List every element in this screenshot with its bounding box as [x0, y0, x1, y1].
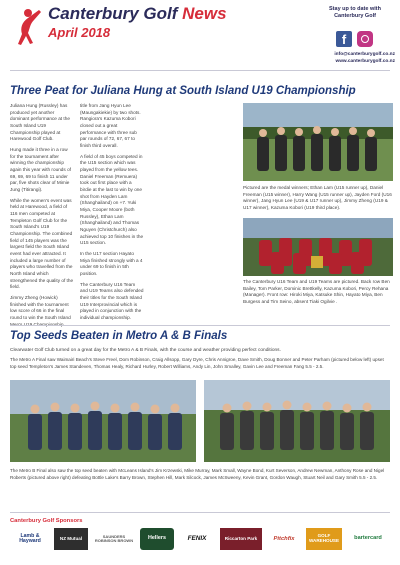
- sponsor-logo-pitchfix[interactable]: Pitchfix: [273, 535, 295, 542]
- sponsor-logo-saunders-robinson-brown[interactable]: SAUNDERS ROBINSON BROWN: [94, 533, 134, 543]
- instagram-icon[interactable]: [357, 31, 373, 47]
- article1-headline: Three Peat for Juliana Hung at South Island U19 Championship: [10, 85, 356, 97]
- header-divider: [10, 70, 390, 71]
- masthead-brand: Canterbury Golf: [48, 4, 178, 23]
- sponsor-logo-bartercard[interactable]: bartercard: [354, 535, 382, 542]
- article2-paragraph: The Metro A Final saw Waimairi Beach's Steve Freel, Dom Robinson, Craig Allsopp, Gary Dyre, Chris Annigroe, Dave Smith, Doug Bonner and Peter Parham (pictured below left) upset top seed Templeton's James Standeven, Thomas Healy, Richard Hurley, Robert Williams, Andy Lin, John Smalley, Gavin Lee and Freeman Fang 5.5 - 2.5.: [10, 357, 384, 369]
- article1-paragraph: Jimmy Zheng (Howick) finished with the tournament low score of 66 in the final round to win the South Island: [10, 295, 71, 321]
- article1-paragraph: A field of 45 boys competed in the U15 section which was played from the yellow tees. Daniel Freeman (Remuera) took out first place with a birdie at the last to win by one shot from Hayden Lam (Shanghailand) on +7. Yuki Miya, Cooper Moore (both Russley), Ethan Lam (Shanghailand) and Thomas Nguyen (Christchurch) also achieved top 10 finishes in the U15 section.: [80, 153, 144, 246]
- section-divider: [10, 325, 390, 326]
- sponsor-logo-golf-warehouse[interactable]: GOLF WAREHOUSE: [306, 528, 342, 550]
- team-caption: The Canterbury U16 Team and U19 Teams are pictured. Back row Ben Bailey, Tom Parker, Dominic Brettkelly, Kazuma Kobori, Percy Rehana (Manager). Front row: Hiroki Miya, Katsuke Shin, Hayato Miya, Ben Burgess and Tim Seino, absent Tiaki Ogilvie .: [243, 279, 390, 305]
- stay-up-to-date: Stay up to date with Canterbury Golf: [329, 6, 381, 20]
- sponsors-divider: [10, 512, 390, 513]
- article2-headline: Top Seeds Beaten in Metro A & B Finals: [10, 330, 228, 342]
- team-photo: [243, 218, 393, 276]
- golfer-logo-icon: [8, 6, 44, 46]
- sponsors-title: Canterbury Golf Sponsors: [10, 518, 83, 524]
- metro-a-team-photo: [10, 380, 196, 462]
- medal-winners-photo: [243, 103, 393, 181]
- article1-column1: [10, 103, 74, 333]
- article2-paragraph: The Metro B Final also saw the top seed beaten with McLeans Island's Jim Krzewski, Mike Murray, Mark Small, Wayne Bond, Kurt Severson, Andrew Newman, Anthony Rose and Nigel Roberts (pictured above right) defeating Bottle Lake's Barry Brown, Stephen Hill, Mark Silcock, James McSweeny, Kevin Grant, Gordon Waugh, Stuart Neil and Gary Smith 5.5 - 2.5.: [10, 468, 385, 480]
- sponsor-logo-nz-mutual[interactable]: NZ Mutual: [54, 528, 88, 550]
- article1-paragraph: Hung made it three in a row for the tournament after winning the championship again this year with rounds of 69, 69, 69 to finish 11 under par, five shots clear of Mimie Jung (Titirangi).: [10, 147, 71, 193]
- article1-paragraph: In the U17 section Hayato Miya finished strongly with a 4 under 69 to finish in 5th position.: [80, 251, 143, 277]
- article1-paragraph: title from Jang Hyun Lee (Maungakiekie) by two shots. Rangiora's Kazuma Kobori closed out a great performance with three sub par rounds of 72, 67, 67 to finish third overall.: [80, 103, 141, 149]
- article1-paragraph: While the women's event was held at Harewood, a field of 116 men competed at Templeton Golf Club for the South Island's U19 Championship. The combined field of 145 players was the largest field the South Island event had ever attracted. It included a large number of players who travelled from the North Island which strengthened the quality of the field.: [10, 197, 74, 290]
- sponsor-logo-lamb-hayward[interactable]: Lamb & Hayward: [19, 532, 41, 544]
- medal-winners-caption: Pictured are the medal winners; Ethan Lam (U15 runner up), Daniel Freeman (U15 winner), Harry Wang (U15 runner up), Jayden Ford (U16 winner), Jang Hyun Lee (U19 & U17 runner up), Jimmy Zheng (U19 & U17 winner), Kazuma Kobori (U19 third place).: [243, 185, 392, 211]
- sponsor-logo-hellers[interactable]: Hellers: [140, 528, 174, 550]
- masthead-title: [48, 4, 227, 24]
- sponsor-logo-riccarton-park[interactable]: Riccarton Park: [220, 528, 262, 550]
- article1-column2: [80, 103, 144, 326]
- article1-paragraph: The Canterbury U16 Team and U19 Teams also defended their titles for the South Island U19 Interprovincial which is played in conjunction with the individual championship.: [80, 281, 144, 321]
- article2-intro: Clearwater Golf Club turned on a great day for the Metro A & B Finals, with the course and weather providing perfect conditions.: [10, 348, 281, 353]
- contact-email[interactable]: info@canterburygolf.co.nz: [334, 52, 395, 57]
- metro-b-team-photo: [204, 380, 390, 462]
- facebook-icon[interactable]: f: [336, 31, 352, 47]
- article1-paragraph: Juliana Hung (Russley) has produced yet another dominant performance at the South Island U19 Championship played at Harewood Golf Club.: [10, 103, 70, 142]
- sponsor-logo-fenix[interactable]: FENIX: [187, 534, 207, 542]
- contact-website[interactable]: www.canterburygolf.co.nz: [335, 59, 395, 64]
- issue-date: April 2018: [48, 25, 111, 40]
- masthead-news: News: [182, 4, 227, 23]
